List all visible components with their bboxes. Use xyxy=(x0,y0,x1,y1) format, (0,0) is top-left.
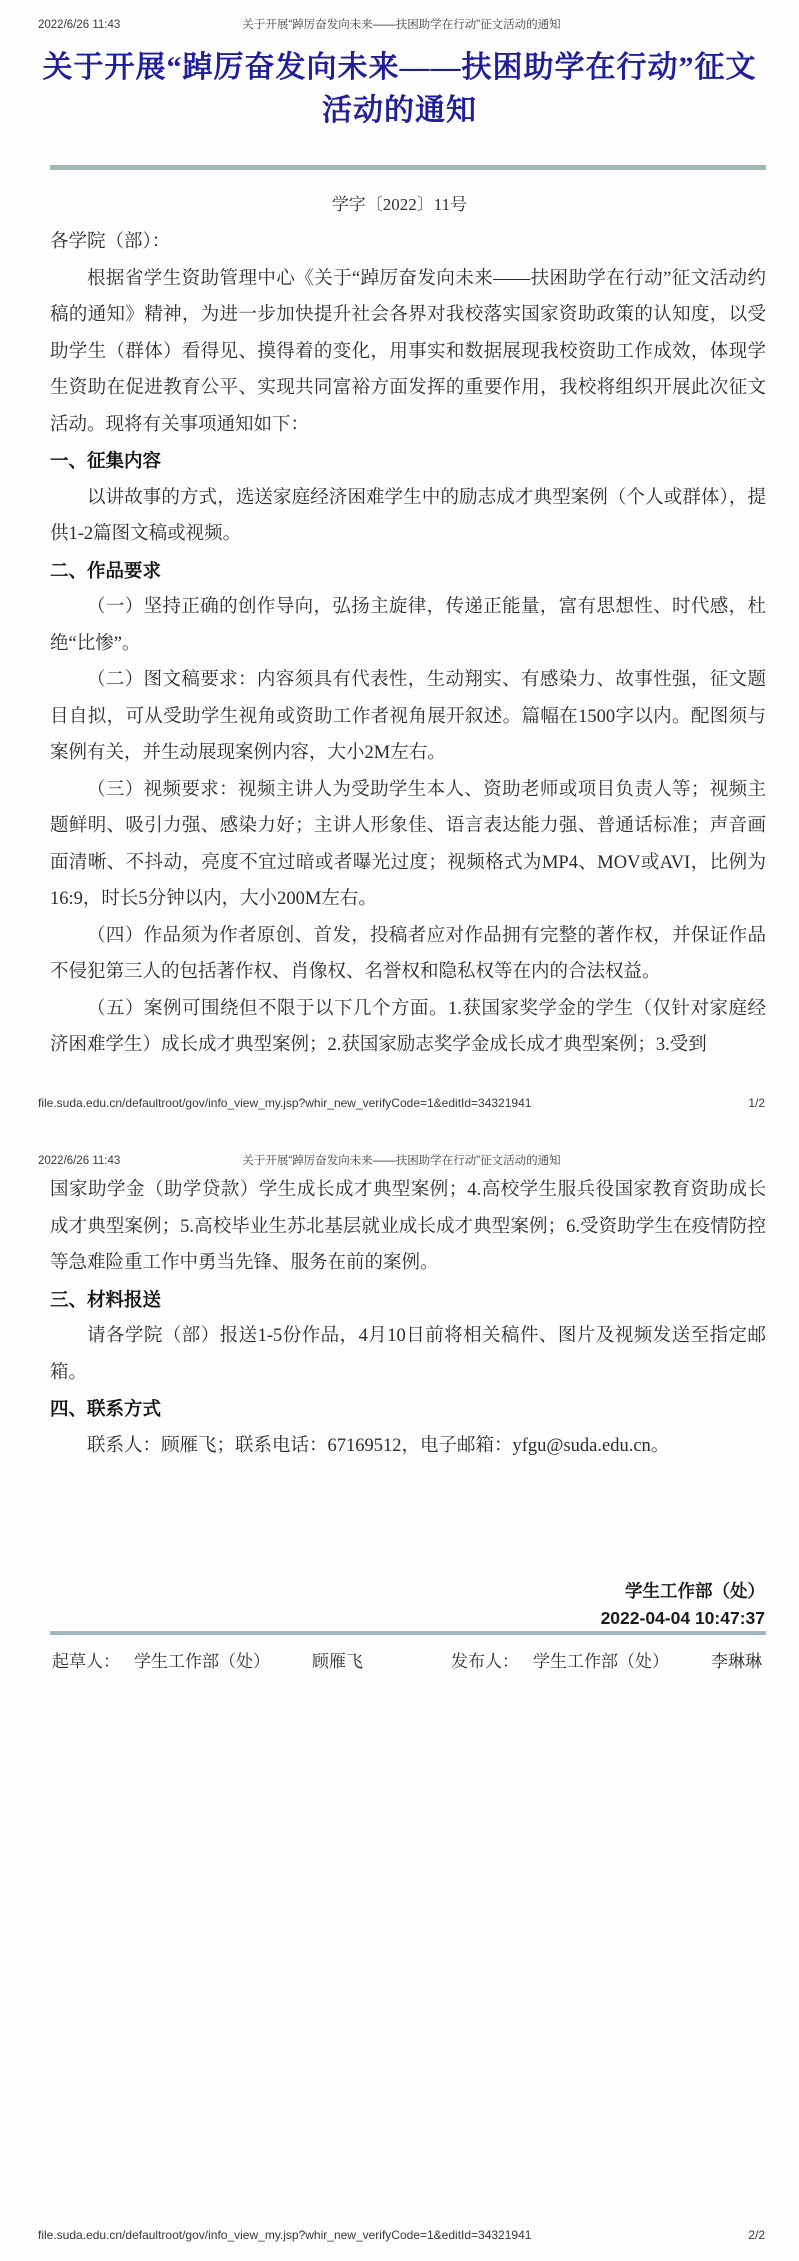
intro-paragraph: 根据省学生资助管理中心《关于“踔厉奋发向未来——扶困助学在行动”征文活动约稿的通知》精神，为进一步加快提升社会各界对我校落实国家资助政策的认知度，以受助学生（群体）看得见、摸得着的变化，用事实和数据展现我校资助工作成效，体现学生资助在促进教育公平、实现共同富裕方面发挥的重要作用，我校将组织开展此次征文活动。现将有关事项通知如下： xyxy=(50,268,766,435)
print-header-title: 关于开展“踔厉奋发向未来——扶困助学在行动”征文活动的通知 xyxy=(242,19,561,31)
signature-datetime: 2022-04-04 10:47:37 xyxy=(600,1608,765,1628)
publisher-label: 发布人： xyxy=(451,1652,519,1671)
publisher-name: 李琳琳 xyxy=(711,1652,762,1671)
signature-block xyxy=(601,1578,765,1632)
print-footer-page-number: 2/2 xyxy=(748,2228,765,2242)
document-body-page2 xyxy=(50,1172,766,1464)
title-divider-rule xyxy=(50,165,766,170)
document-number: 学字〔2022〕11号 xyxy=(331,195,468,214)
signature-department: 学生工作部（处） xyxy=(625,1581,765,1601)
section-2-item-4: （四）作品须为作者原创、首发，投稿者应对作品拥有完整的著作权，并保证作品不侵犯第三人的包括著作权、肖像权、名誉权和隐私权等在内的合法权益。 xyxy=(50,925,766,982)
section-heading-1: 一、征集内容 xyxy=(50,450,162,471)
document-body-page1 xyxy=(50,224,766,1064)
print-footer xyxy=(38,2228,765,2242)
byline-row xyxy=(52,1647,766,1672)
section-heading-2: 二、作品要求 xyxy=(50,559,162,581)
print-header-datetime: 2022/6/26 11:43 xyxy=(38,1155,121,1167)
section-2-item-3: （三）视频要求：视频主讲人为受助学生本人、资助老师或项目负责人等；视频主题鲜明、吸引力强、感染力好；主讲人形象佳、语言表达能力强、普通话标准；声音画面清晰、不抖动，亮度不宜过暗或者曝光过度；视频格式为MP4、MOV或AVI，比例为16:9，时长5分钟以内，大小200M左右。 xyxy=(50,779,766,909)
print-footer-url: file.suda.edu.cn/defaultroot/gov/info_view_my.jsp?whir_new_verifyCode=1&editId=34321941 xyxy=(38,1096,532,1110)
section-2-item-5-part2: 国家助学金（助学贷款）学生成长成才典型案例；4.高校学生服兵役国家教育资助成长成才典型案例；5.高校毕业生苏北基层就业成长成才典型案例；6.受资助学生在疫情防控等急难险重工作中勇当先锋、服务在前的案例。 xyxy=(50,1180,766,1273)
section-heading-3: 三、材料报送 xyxy=(50,1288,162,1310)
print-page-2 xyxy=(0,1130,799,2261)
salutation: 各学院（部）： xyxy=(50,232,171,252)
drafter-label: 起草人： xyxy=(52,1652,120,1671)
signature-divider-rule xyxy=(50,1631,766,1635)
section-4-paragraph: 联系人：顾雁飞；联系电话：67169512，电子邮箱：yfgu@suda.edu.cn。 xyxy=(87,1435,670,1456)
drafter-department: 学生工作部（处） xyxy=(134,1652,270,1671)
print-header xyxy=(38,1152,765,1168)
print-page-1 xyxy=(0,0,799,1130)
print-header-datetime: 2022/6/26 11:43 xyxy=(38,19,121,31)
section-2-item-2: （二）图文稿要求：内容须具有代表性，生动翔实、有感染力、故事性强，征文题目自拟，可从受助学生视角或资助工作者视角展开叙述。篇幅在1500字以内。配图须与案例有关，并生动展现案例内容，大小2M左右。 xyxy=(50,670,766,763)
section-2-item-5-part1: （五）案例可围绕但不限于以下几个方面。1.获国家奖学金的学生（仅针对家庭经济困难学生）成长成才典型案例；2.获国家励志奖学金成长成才典型案例；3.受到 xyxy=(50,998,766,1055)
drafter-name: 顾雁飞 xyxy=(312,1652,363,1671)
print-footer xyxy=(38,1096,765,1110)
print-footer-url: file.suda.edu.cn/defaultroot/gov/info_view_my.jsp?whir_new_verifyCode=1&editId=34321941 xyxy=(38,2228,532,2242)
section-3-paragraph: 请各学院（部）报送1-5份作品，4月10日前将相关稿件、图片及视频发送至指定邮箱。 xyxy=(50,1326,766,1383)
document-title: 关于开展“踔厉奋发向未来——扶困助学在行动”征文活动的通知 xyxy=(42,51,757,127)
section-1-paragraph: 以讲故事的方式，选送家庭经济困难学生中的励志成才典型案例（个人或群体），提供1-2篇图文稿或视频。 xyxy=(50,487,766,544)
print-header-title: 关于开展“踔厉奋发向未来——扶困助学在行动”征文活动的通知 xyxy=(242,1155,561,1167)
publisher-department: 学生工作部（处） xyxy=(533,1652,669,1671)
section-heading-4: 四、联系方式 xyxy=(50,1398,162,1419)
print-footer-page-number: 1/2 xyxy=(748,1096,765,1110)
section-2-item-1: （一）坚持正确的创作导向，弘扬主旋律，传递正能量，富有思想性、时代感，杜绝“比惨”。 xyxy=(50,597,766,654)
print-header xyxy=(38,16,765,32)
